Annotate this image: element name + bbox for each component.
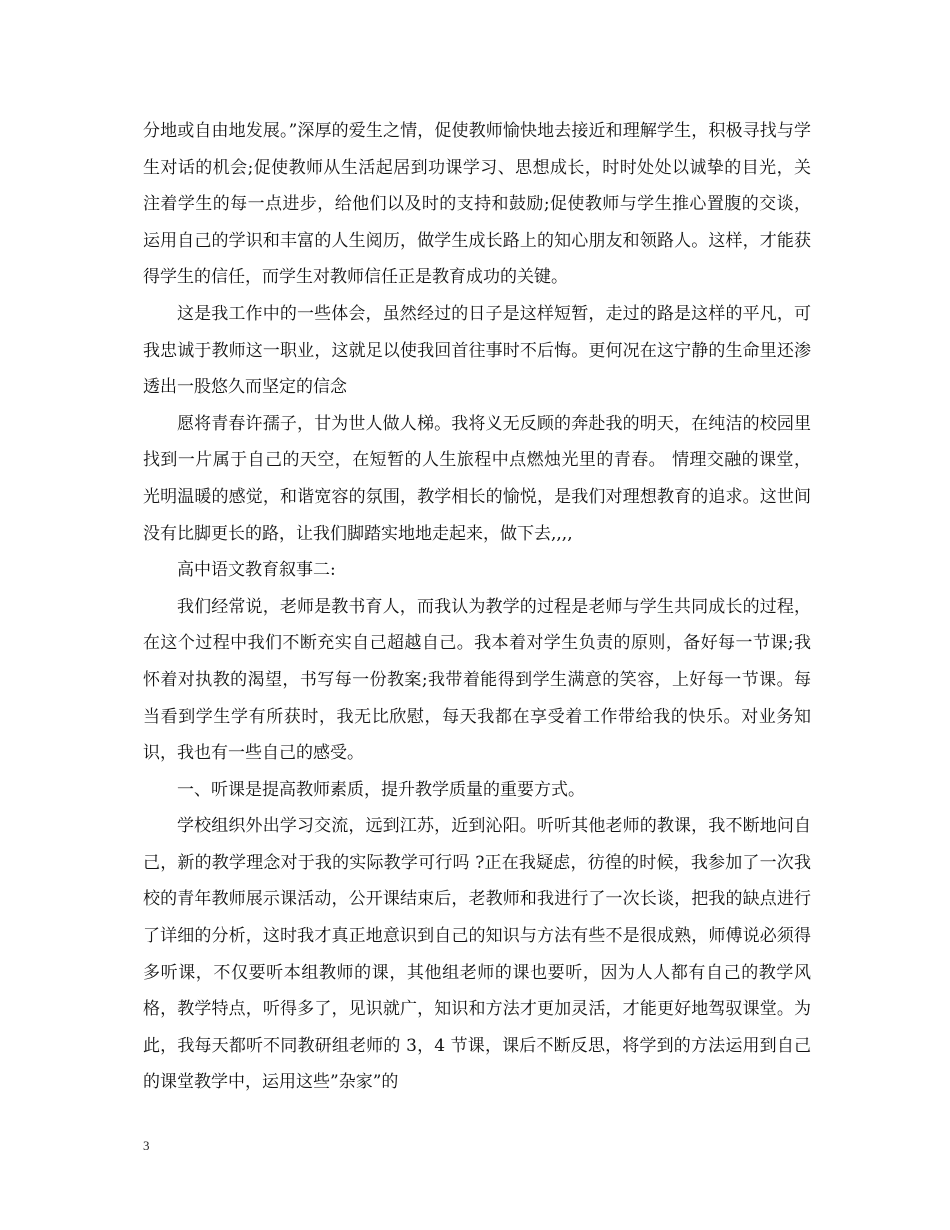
subsection-heading: 一、听课是提高教师素质，提升教学质量的重要方式。	[177, 779, 585, 800]
paragraph: 学校组织外出学习交流，远到江苏，近到沁阳。听听其他老师的教课，我不断地问自己，新的教学理念对于我的实际教学可行吗 ?正在我疑虑，彷徨的时候，我参加了一次我校的青年教师展示课活动，公开课结束后，老教师和我进行了一次长谈，把我的缺点进行了详细的分析，这时我才真正地意识到自己的知识与方法有些不是很成熟，师傅说必须得多听课，不仅要听本组教师的课，其他组老师的课也要听，因为人人都有自己的教学风格，教学特点，听得多了，见识就广，知识和方法才更加灵活，才能更好地驾驭课堂。为此，我每天都听不同教研组老师的 3，4 节课，课后不断反思，将学到的方法运用到自己的课堂教学中，运用这些”杂家”的	[143, 816, 811, 1093]
paragraph: 我们经常说，老师是教书育人，而我认为教学的过程是老师与学生共同成长的过程，在这个过程中我们不断充实自己超越自己。我本着对学生负责的原则，备好每一节课;我怀着对执教的渴望，书写每一份教案;我带着能得到学生满意的笑容，上好每一节课。每当看到学生学有所获时，我无比欣慰，每天我都在享受着工作带给我的快乐。对业务知识，我也有一些自己的感受。	[143, 596, 811, 764]
section-heading: 高中语文教育叙事二:	[177, 560, 336, 581]
paragraph: 这是我工作中的一些体会，虽然经过的日子是这样短暂，走过的路是这样的平凡，可我忠诚于教师这一职业，这就足以使我回首往事时不后悔。更何况在这宁静的生命里还渗透出一股悠久而坚定的信念	[143, 303, 811, 398]
document-body	[143, 113, 811, 1101]
paragraph: 愿将青春许孺子，甘为世人做人梯。我将义无反顾的奔赴我的明天，在纯洁的校园里找到一片属于自己的天空，在短暂的人生旅程中点燃烛光里的青春。 情理交融的课堂，光明温暖的感觉，和谐宽容的氛围，教学相长的愉悦，是我们对理想教育的追求。这世间没有比脚更长的路，让我们脚踏实地地走起来，做下去,,,,	[143, 413, 811, 544]
paragraph: 分地或自由地发展。”深厚的爱生之情，促使教师愉快地去接近和理解学生，积极寻找与学生对话的机会;促使教师从生活起居到功课学习、思想成长，时时处处以诚挚的目光，关注着学生的每一点进步，给他们以及时的支持和鼓励;促使教师与学生推心置腹的交谈，运用自己的学识和丰富的人生阅历，做学生成长路上的知心朋友和领路人。这样，才能获得学生的信任，而学生对教师信任正是教育成功的关键。	[143, 121, 811, 288]
page-number: 3	[143, 1138, 150, 1153]
